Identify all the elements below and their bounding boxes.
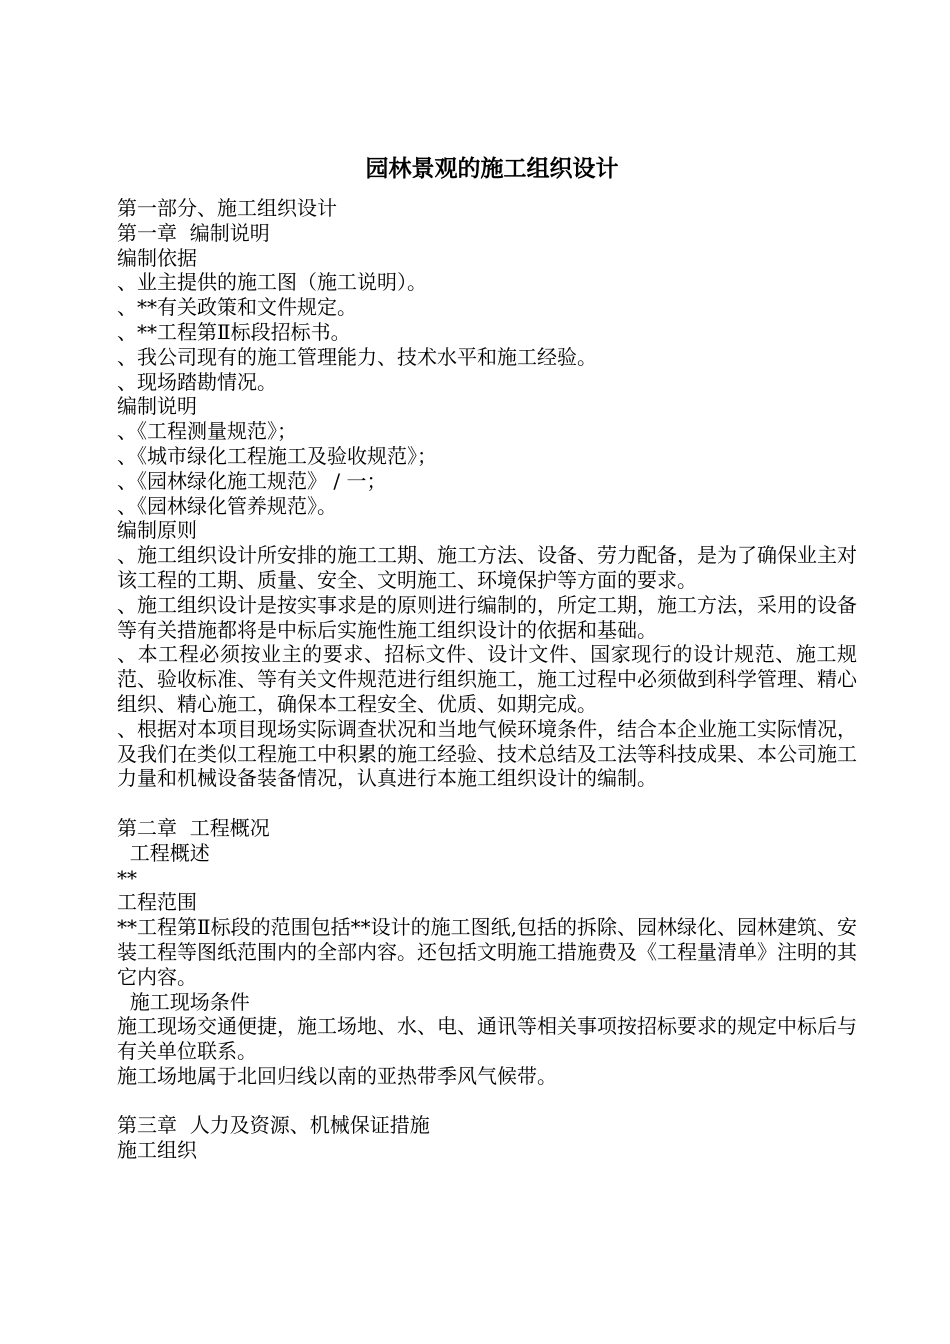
site-paragraph: 施工现场交通便捷，施工场地、水、电、通讯等相关事项按招标要求的规定中标后与有关单位联系。 <box>117 1014 857 1064</box>
basis-item: 、**工程第Ⅱ标段招标书。 <box>117 319 351 344</box>
basis-heading: 编制依据 <box>117 245 197 270</box>
site-paragraph: 施工场地属于北回归线以南的亚热带季风气候带。 <box>117 1063 557 1088</box>
principle-paragraph: 、根据对本项目现场实际调查状况和当地气候环境条件，结合本企业施工实际情况，及我们在类似工程施工中积累的施工经验、技术总结及工法等科技成果、本公司施工力量和机械设备装备情况，认真进行本施工组织设计的编制。 <box>117 716 857 791</box>
notes-item: 、《园林绿化施工规范》 / 一； <box>117 468 387 493</box>
document-title: 园林景观的施工组织设计 <box>365 155 619 182</box>
basis-item: 、业主提供的施工图（施工说明）。 <box>117 270 427 295</box>
chapter-1-heading: 第一章 编制说明 <box>117 220 270 245</box>
basis-item: 、我公司现有的施工管理能力、技术水平和施工经验。 <box>117 344 597 369</box>
notes-heading: 编制说明 <box>117 394 197 419</box>
basis-item: 、**有关政策和文件规定。 <box>117 295 357 320</box>
chapter-2-heading: 第二章 工程概况 <box>117 815 270 840</box>
blank-line <box>117 791 857 816</box>
notes-item: 、《城市绿化工程施工及验收规范》； <box>117 443 437 468</box>
notes-item: 、《园林绿化管养规范》。 <box>117 493 337 518</box>
overview-heading: 工程概述 <box>117 840 210 865</box>
principles-heading: 编制原则 <box>117 518 197 543</box>
scope-heading: 工程范围 <box>117 890 197 915</box>
part-heading: 第一部分、施工组织设计 <box>117 196 337 220</box>
notes-item: 、《工程测量规范》； <box>117 419 297 444</box>
chapter-3-heading: 第三章 人力及资源、机械保证措施 <box>117 1113 430 1138</box>
overview-text: ** <box>117 865 137 890</box>
scope-paragraph: **工程第Ⅱ标段的范围包括**设计的施工图纸,包括的拆除、园林绿化、园林建筑、安装工程等图纸范围内的全部内容。还包括文明施工措施费及《工程量清单》注明的其它内容。 <box>117 915 857 989</box>
principle-paragraph: 、施工组织设计所安排的施工工期、施工方法、设备、劳力配备，是为了确保业主对该工程的工期、质量、安全、文明施工、环境保护等方面的要求。 <box>117 543 857 592</box>
principle-paragraph: 、本工程必须按业主的要求、招标文件、设计文件、国家现行的设计规范、施工规范、验收标准、等有关文件规范进行组织施工，施工过程中必须做到科学管理、精心组织、精心施工，确保本工程安全、优质、如期完成。 <box>117 642 857 716</box>
document-page <box>117 152 857 1163</box>
blank-line <box>117 1089 857 1114</box>
organization-heading: 施工组织 <box>117 1138 197 1163</box>
principle-paragraph: 、施工组织设计是按实事求是的原则进行编制的，所定工期，施工方法，采用的设备等有关措施都将是中标后实施性施工组织设计的依据和基础。 <box>117 592 857 642</box>
site-heading: 施工现场条件 <box>117 989 250 1014</box>
basis-item: 、现场踏勘情况。 <box>117 369 277 394</box>
